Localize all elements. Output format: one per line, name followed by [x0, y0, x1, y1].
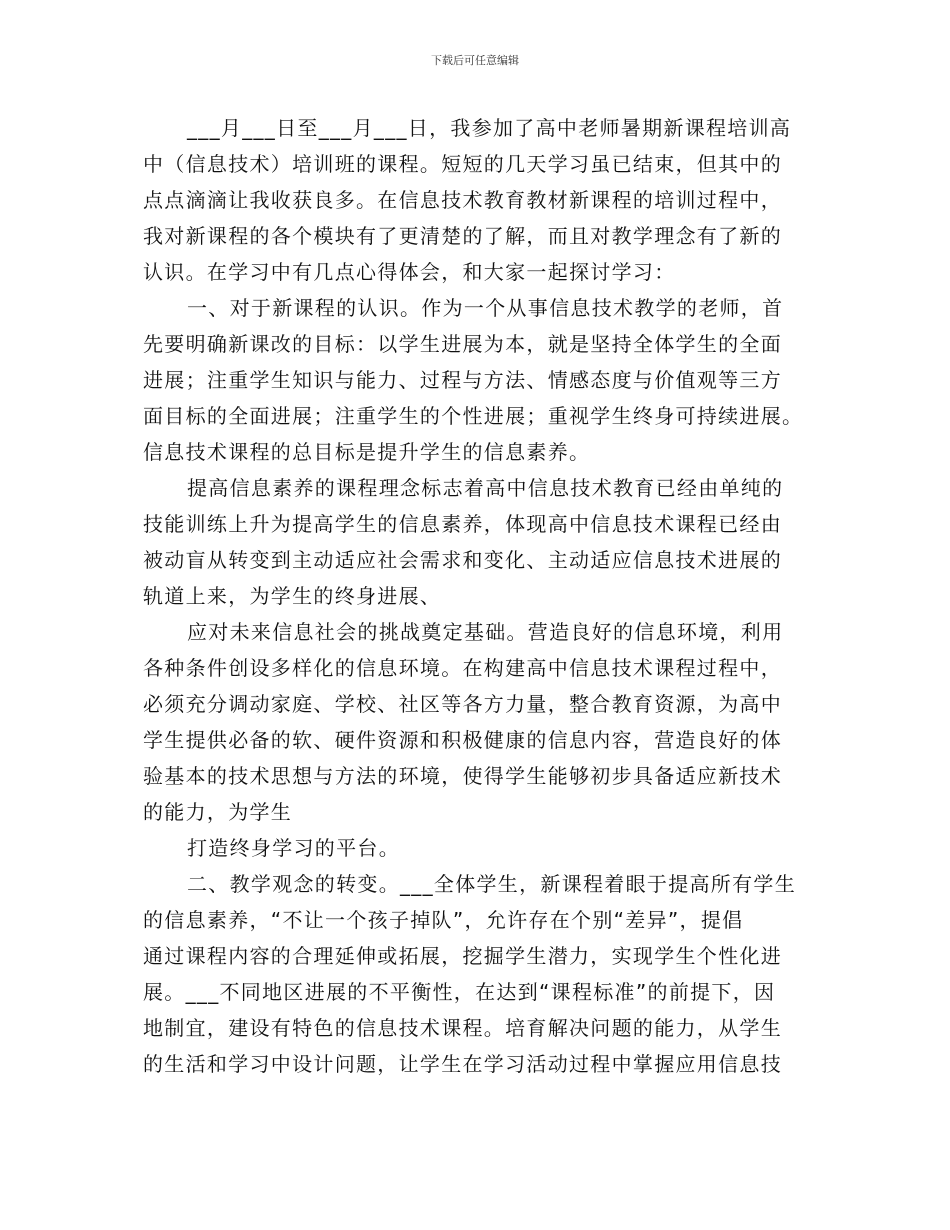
page-header: 下载后可任意编辑 [431, 54, 519, 67]
text-line: 的生活和学习中设计问题，让学生在学习活动过程中掌握应用信息技 [143, 1052, 782, 1076]
text-line: 一、对于新课程的认识。作为一个从事信息技术教学的老师，首 [187, 296, 784, 320]
text-line: 二、教学观念的转变。___全体学生，新课程着眼于提高所有学生 [187, 872, 796, 896]
text-line: 轨道上来，为学生的终身进展、 [143, 584, 442, 608]
text-line: 提高信息素养的课程理念标志着高中信息技术教育已经由单纯的 [187, 476, 784, 500]
text-line: 的能力，为学生 [143, 800, 293, 824]
text-line: ___月___日至___月___日，我参加了高中老师暑期新课程培训高 [187, 116, 792, 140]
text-line: 点点滴滴让我收获良多。在信息技术教育教材新课程的培训过程中， [143, 188, 782, 212]
text-line: 信息技术课程的总目标是提升学生的信息素养。 [143, 440, 591, 464]
text-line: 技能训练上升为提高学生的信息素养，体现高中信息技术课程已经由 [143, 512, 782, 536]
text-line: 面目标的全面进展；注重学生的个性进展；重视学生终身可持续进展。 [143, 404, 804, 428]
text-line: 的信息素养，“不让一个孩子掉队”，允许存在个别“差异”，提倡 [143, 908, 744, 932]
text-line: 地制宜，建设有特色的信息技术课程。培育解决问题的能力，从学生 [143, 1016, 782, 1040]
text-line: 通过课程内容的合理延伸或拓展，挖掘学生潜力，实现学生个性化进 [143, 944, 782, 968]
text-line: 各种条件创设多样化的信息环境。在构建高中信息技术课程过程中， [143, 656, 782, 680]
text-line: 应对未来信息社会的挑战奠定基础。营造良好的信息环境，利用 [187, 620, 784, 644]
text-line: 学生提供必备的软、硬件资源和积极健康的信息内容，营造良好的体 [143, 728, 782, 752]
text-line: 我对新课程的各个模块有了更清楚的了解，而且对教学理念有了新的 [143, 224, 782, 248]
text-line: 展。___不同地区进展的不平衡性，在达到“课程标准”的前提下，因 [143, 980, 776, 1004]
text-line: 进展；注重学生知识与能力、过程与方法、情感态度与价值观等三方 [143, 368, 782, 392]
text-line: 被动盲从转变到主动适应社会需求和变化、主动适应信息技术进展的 [143, 548, 782, 572]
text-line: 认识。在学习中有几点心得体会，和大家一起探讨学习： [143, 260, 676, 284]
text-line: 打造终身学习的平台。 [187, 836, 400, 860]
text-line: 验基本的技术思想与方法的环境，使得学生能够初步具备适应新技术 [143, 764, 782, 788]
text-line: 必须充分调动家庭、学校、社区等各方力量，整合教育资源，为高中 [143, 692, 782, 716]
text-line: 先要明确新课改的目标：以学生进展为本，就是坚持全体学生的全面 [143, 332, 782, 356]
document-body [143, 110, 823, 1082]
text-line: 中（信息技术）培训班的课程。短短的几天学习虽已结束，但其中的 [143, 152, 782, 176]
